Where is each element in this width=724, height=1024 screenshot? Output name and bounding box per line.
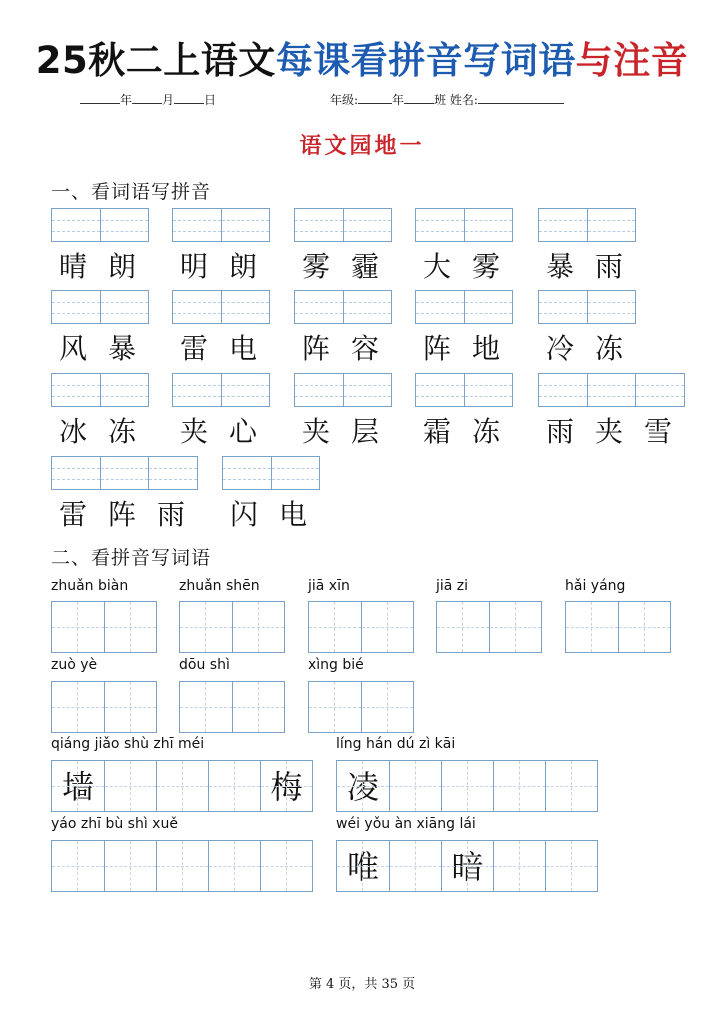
tianzige-cell[interactable] (104, 682, 156, 732)
pinyin-cell (464, 209, 513, 241)
pinyin-cell (173, 291, 221, 323)
pinyin-cell (587, 374, 636, 406)
pinyin-answer-box[interactable] (294, 290, 392, 324)
word-prompt (302, 245, 400, 285)
pinyin-cell (100, 209, 149, 241)
tianzige-cell[interactable]: 墙 (52, 761, 104, 811)
word-char: 霾 (351, 250, 380, 283)
word-char: 容 (351, 332, 380, 365)
word-char: 雾 (302, 250, 331, 283)
pinyin-cell (464, 291, 513, 323)
word-char: 电 (279, 498, 308, 531)
word-char: 晴 (59, 250, 88, 283)
tianzige-cell[interactable] (309, 682, 361, 732)
class-blank[interactable] (404, 91, 434, 104)
section-heading-1: 一、看词语写拼音 (51, 181, 212, 203)
year-blank[interactable] (80, 91, 120, 104)
tianzige-cell[interactable] (545, 761, 597, 811)
word-prompt (423, 410, 521, 450)
tianzige-cell[interactable] (493, 761, 545, 811)
word-prompt (180, 327, 278, 367)
word-char: 阵 (423, 332, 452, 365)
tianzige-cell[interactable]: 梅 (260, 761, 312, 811)
pinyin-prompt: dōu shì (179, 657, 230, 673)
pinyin-answer-box[interactable] (294, 208, 392, 242)
word-char: 雪 (644, 415, 673, 448)
pinyin-answer-box[interactable] (415, 208, 513, 242)
day-blank[interactable] (174, 91, 204, 104)
pinyin-cell (416, 374, 464, 406)
tianzige-cell[interactable] (389, 841, 441, 891)
word-char: 阵 (302, 332, 331, 365)
pinyin-cell (221, 291, 270, 323)
pinyin-cell (52, 457, 100, 489)
tianzige-cell[interactable] (156, 841, 208, 891)
tianzige-cell[interactable] (566, 602, 618, 652)
pinyin-cell (221, 209, 270, 241)
pinyin-cell (343, 291, 392, 323)
section-heading-2: 二、看拼音写词语 (51, 547, 212, 569)
word-char: 冻 (108, 415, 137, 448)
tianzige-grid[interactable] (565, 601, 671, 653)
tianzige-cell[interactable] (309, 602, 361, 652)
unit-title: 语文园地一 (299, 133, 425, 159)
word-char: 心 (229, 415, 258, 448)
pinyin-cell (587, 291, 636, 323)
page-title: 25秋二上语文每课看拼音写词语与注音 (35, 39, 689, 82)
tianzige-cell[interactable] (180, 602, 232, 652)
word-char: 冻 (595, 332, 624, 365)
word-char: 层 (351, 415, 380, 448)
pinyin-prompt: líng hán dú zì kāi (336, 736, 456, 752)
tianzige-cell[interactable] (232, 602, 284, 652)
tianzige-cell[interactable] (545, 841, 597, 891)
pinyin-cell (539, 209, 587, 241)
word-char: 朗 (108, 250, 137, 283)
tianzige-cell[interactable] (156, 761, 208, 811)
pinyin-prompt: qiáng jiǎo shù zhī méi (51, 736, 205, 752)
tianzige-grid[interactable] (51, 760, 313, 812)
pinyin-prompt: yáo zhī bù shì xuě (51, 816, 178, 832)
word-char: 风 (59, 332, 88, 365)
tianzige-grid[interactable] (308, 601, 414, 653)
pinyin-answer-box[interactable] (51, 456, 198, 490)
tianzige-cell[interactable] (104, 602, 156, 652)
word-prompt (59, 410, 157, 450)
word-char: 阵 (108, 498, 137, 531)
word-char: 冻 (472, 415, 501, 448)
word-char: 闪 (230, 498, 259, 531)
pinyin-cell (416, 291, 464, 323)
pinyin-prompt: xìng bié (308, 657, 364, 673)
pinyin-cell (100, 291, 149, 323)
word-char: 暴 (108, 332, 137, 365)
pinyin-answer-box[interactable] (51, 208, 149, 242)
pinyin-prompt: zuò yè (51, 657, 98, 673)
pinyin-prompt: zhuǎn shēn (179, 578, 260, 594)
tianzige-grid[interactable] (336, 840, 598, 892)
pinyin-cell (343, 374, 392, 406)
tianzige-cell[interactable] (180, 682, 232, 732)
tianzige-cell[interactable]: 唯 (337, 841, 389, 891)
tianzige-cell[interactable] (389, 761, 441, 811)
tianzige-grid[interactable] (436, 601, 542, 653)
pinyin-cell (173, 374, 221, 406)
tianzige-cell[interactable] (52, 602, 104, 652)
tianzige-grid[interactable] (336, 760, 598, 812)
tianzige-grid[interactable] (51, 840, 313, 892)
tianzige-cell[interactable]: 暗 (441, 841, 493, 891)
word-prompt (59, 327, 157, 367)
pinyin-cell (223, 457, 271, 489)
pinyin-cell (295, 374, 343, 406)
word-prompt (546, 245, 644, 285)
pinyin-cell (148, 457, 197, 489)
student-info-line: 年级: 年 班 姓名: (330, 91, 564, 108)
tianzige-grid[interactable] (51, 601, 157, 653)
word-char: 冷 (546, 332, 575, 365)
word-char: 暴 (546, 250, 575, 283)
word-char: 夹 (180, 415, 209, 448)
word-prompt (230, 493, 328, 533)
tianzige-cell[interactable] (104, 841, 156, 891)
word-char: 地 (472, 332, 501, 365)
pinyin-answer-box[interactable] (172, 208, 270, 242)
tianzige-grid[interactable] (51, 681, 157, 733)
pinyin-answer-box[interactable] (538, 208, 636, 242)
pinyin-cell (295, 209, 343, 241)
tianzige-cell[interactable] (104, 761, 156, 811)
pinyin-answer-box[interactable] (538, 373, 685, 407)
pinyin-cell (52, 374, 100, 406)
pinyin-cell (587, 209, 636, 241)
word-prompt (59, 245, 157, 285)
pinyin-answer-box[interactable] (222, 456, 320, 490)
pinyin-prompt: hǎi yáng (565, 578, 626, 594)
word-char: 雨 (595, 250, 624, 283)
word-char: 霜 (423, 415, 452, 448)
month-blank[interactable] (132, 91, 162, 104)
tianzige-cell[interactable] (493, 841, 545, 891)
pinyin-cell (271, 457, 320, 489)
date-line: 年 月 日 (80, 91, 216, 108)
word-prompt (423, 245, 521, 285)
word-char: 雾 (472, 250, 501, 283)
pinyin-answer-box[interactable] (538, 290, 636, 324)
tianzige-cell[interactable] (52, 682, 104, 732)
pinyin-prompt: jiā zi (436, 578, 469, 594)
pinyin-answer-box[interactable] (172, 290, 270, 324)
pinyin-prompt: jiā xīn (308, 578, 350, 594)
pinyin-cell (539, 291, 587, 323)
tianzige-cell[interactable]: 凌 (337, 761, 389, 811)
word-char: 大 (423, 250, 452, 283)
word-char: 夹 (302, 415, 331, 448)
word-char: 冰 (59, 415, 88, 448)
pinyin-cell (100, 457, 149, 489)
pinyin-answer-box[interactable] (51, 373, 149, 407)
pinyin-cell (343, 209, 392, 241)
tianzige-cell[interactable] (618, 602, 670, 652)
pinyin-cell (100, 374, 149, 406)
pinyin-answer-box[interactable] (294, 373, 392, 407)
tianzige-cell[interactable] (441, 761, 493, 811)
tianzige-cell[interactable] (361, 682, 413, 732)
pinyin-cell (173, 209, 221, 241)
grade-blank[interactable] (358, 91, 392, 104)
page-footer: 第 4 页，共 35 页 (308, 977, 416, 992)
pinyin-cell (221, 374, 270, 406)
word-prompt (59, 493, 206, 533)
word-prompt (546, 410, 693, 450)
pinyin-cell (464, 374, 513, 406)
tianzige-cell[interactable] (361, 602, 413, 652)
word-char: 雷 (180, 332, 209, 365)
word-char: 雨 (546, 415, 575, 448)
word-prompt (423, 327, 521, 367)
tianzige-grid[interactable] (179, 681, 285, 733)
tianzige-cell[interactable] (260, 841, 312, 891)
word-prompt (546, 327, 644, 367)
name-blank[interactable] (478, 91, 564, 104)
tianzige-cell[interactable] (52, 841, 104, 891)
pinyin-cell (295, 291, 343, 323)
tianzige-cell[interactable] (232, 682, 284, 732)
tianzige-cell[interactable] (437, 602, 489, 652)
pinyin-cell (539, 374, 587, 406)
word-prompt (302, 410, 400, 450)
pinyin-cell (52, 209, 100, 241)
tianzige-grid[interactable] (179, 601, 285, 653)
pinyin-cell (52, 291, 100, 323)
tianzige-grid[interactable] (308, 681, 414, 733)
tianzige-cell[interactable] (489, 602, 541, 652)
pinyin-cell (416, 209, 464, 241)
pinyin-answer-box[interactable] (51, 290, 149, 324)
pinyin-answer-box[interactable] (415, 373, 513, 407)
pinyin-prompt: wéi yǒu àn xiāng lái (336, 816, 476, 832)
word-prompt (180, 410, 278, 450)
word-char: 雨 (157, 498, 186, 531)
word-prompt (302, 327, 400, 367)
tianzige-cell[interactable] (208, 841, 260, 891)
pinyin-prompt: zhuǎn biàn (51, 578, 129, 594)
pinyin-answer-box[interactable] (415, 290, 513, 324)
word-char: 朗 (229, 250, 258, 283)
word-prompt (180, 245, 278, 285)
word-char: 电 (229, 332, 258, 365)
pinyin-cell (635, 374, 684, 406)
tianzige-cell[interactable] (208, 761, 260, 811)
pinyin-answer-box[interactable] (172, 373, 270, 407)
word-char: 雷 (59, 498, 88, 531)
word-char: 夹 (595, 415, 624, 448)
word-char: 明 (180, 250, 209, 283)
